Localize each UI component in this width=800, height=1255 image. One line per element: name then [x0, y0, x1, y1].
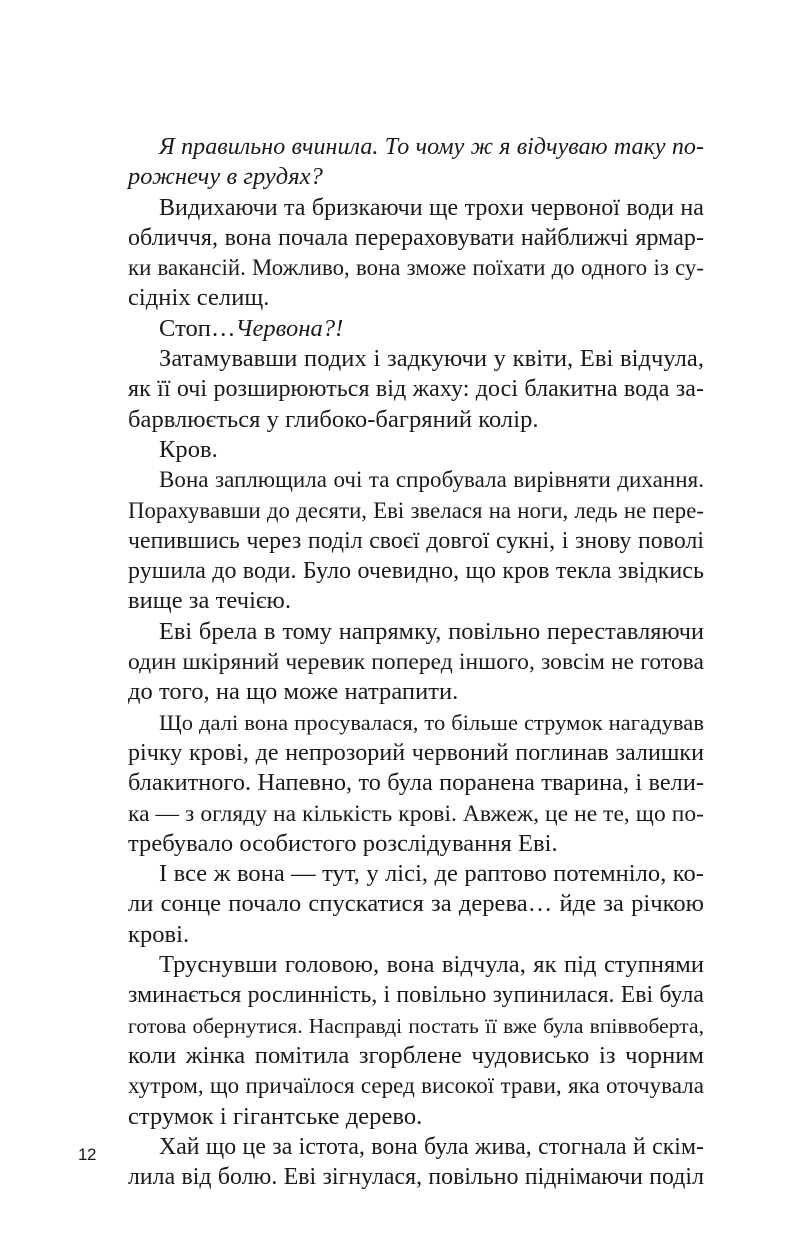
text-line: требувало особистого розслідування Еві.: [128, 829, 558, 857]
body-text: [128, 132, 704, 1192]
text-line: Затамувавши подих і задкуючи у квіти, Еві відчула,: [159, 345, 704, 373]
text-line: Еві брела в тому напрямку, повільно переставляючи: [159, 617, 704, 645]
text-line: річку крові, де непрозорий червоний поглинав залишки: [128, 739, 704, 766]
text-line: Кров.: [159, 435, 218, 463]
text-fragment: Стоп…: [159, 314, 236, 342]
text-line: Труснувши головою, вона відчула, як під ступнями: [159, 951, 704, 979]
text-line: хутром, що причаїлося серед високої трави, яка оточувала: [128, 1073, 704, 1099]
italic-fragment: Червона?!: [235, 314, 344, 342]
text-line: ки вакансій. Можливо, вона зможе поїхати до одного із су-: [128, 255, 704, 281]
text-line: зминається рослинність, і повільно зупинилася. Еві була: [128, 982, 704, 1009]
text-line: ка — з огляду на кількість крові. Авжеж, це не те, що по-: [128, 800, 704, 827]
text-line: [128, 314, 704, 344]
text-line: Я правильно вчинила. То чому ж я відчуваю таку по-: [159, 134, 704, 160]
text-line: коли жінка помітила згорблене чудовисько із чорним: [128, 1041, 704, 1069]
text-line: готова обернутися. Насправді постать її вже була впіввоберта,: [128, 1013, 704, 1038]
text-line: лила від болю. Еві зігнулася, повільно піднімаючи поділ: [128, 1164, 704, 1191]
text-line: блакитного. Напевно, то була поранена тварина, і вели-: [128, 769, 704, 797]
text-line: вище за течією.: [128, 587, 292, 615]
text-line: чепившись через поділ своєї довгої сукні, і знову поволі: [128, 527, 704, 554]
text-line: ли сонце почало спускатися за дерева… йде за річкою: [128, 890, 704, 918]
text-line: І все ж вона — тут, у лісі, де раптово потемніло, ко-: [159, 860, 704, 888]
text-line: як її очі розширюються від жаху: досі блакитна вода за-: [128, 376, 704, 403]
text-line: Хай що це за істота, вона була жива, стогнала й скім-: [159, 1133, 704, 1160]
text-line: Порахувавши до десяти, Еві звелася на ноги, ледь не пере-: [128, 497, 704, 523]
text-line: Що далі вона просувалася, то більше струмок нагадував: [159, 709, 704, 735]
text-line: сідніх селищ.: [128, 284, 270, 312]
text-line: барвлюється у глибоко-багряний колір.: [128, 405, 539, 433]
text-line: Вона заплющила очі та спробувала вирівняти дихання.: [159, 467, 704, 493]
text-line: один шкіряний черевик поперед іншого, зовсім не готова: [128, 649, 704, 676]
text-line: обличчя, вона почала перераховувати найближчі ярмар-: [128, 224, 704, 251]
text-line: рушила до води. Було очевидно, що кров текла звідкись: [128, 558, 704, 585]
text-line: рожнечу в грудях?: [128, 163, 323, 191]
text-line: до того, на що може натрапити.: [128, 678, 459, 706]
page-number: 12: [78, 1145, 96, 1164]
text-line: струмок і гігантське дерево.: [128, 1102, 423, 1130]
text-line: Видихаючи та бризкаючи ще трохи червоної води на: [159, 194, 704, 221]
text-line: крові.: [128, 920, 190, 948]
